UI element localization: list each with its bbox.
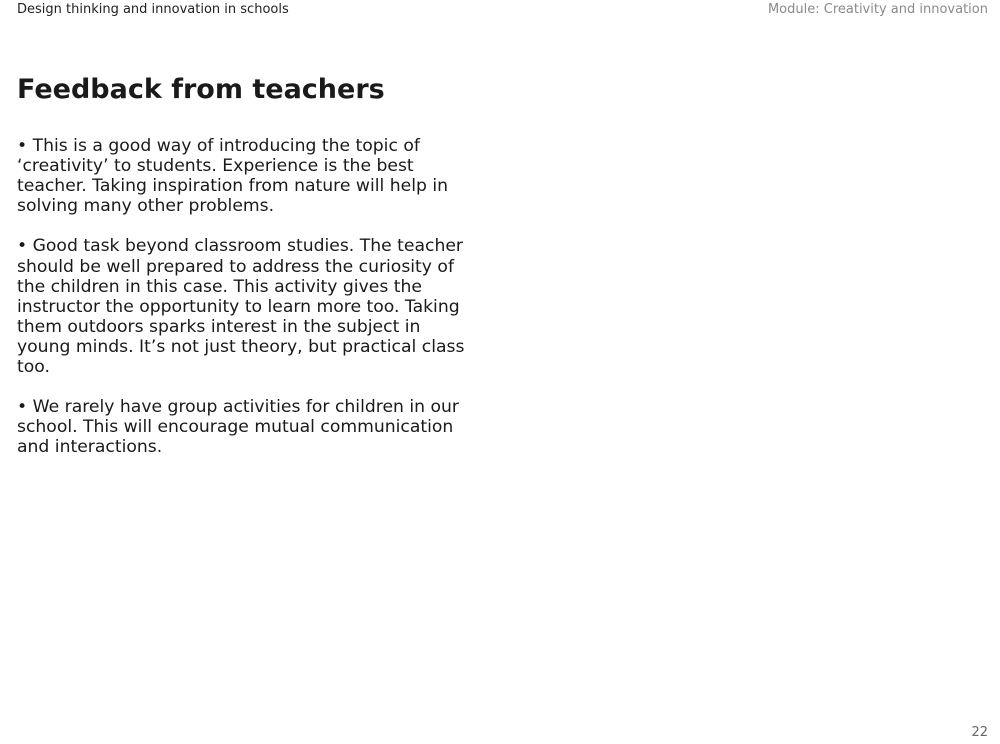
course-title: Design thinking and innovation in schools [17, 2, 289, 17]
page-title: Feedback from teachers [17, 74, 385, 105]
page-number: 22 [971, 725, 988, 740]
feedback-item: • Good task beyond classroom studies. The teacher should be well prepared to address the curiosity of the children in this case. This activity gives the instructor the opportunity to learn more too. Taking them outdoors sparks interest in the subject in young minds. It’s not just theory, but practical class too. [17, 236, 465, 378]
feedback-list [17, 136, 469, 458]
module-label: Module: Creativity and innovation [767, 2, 988, 17]
feedback-item: • This is a good way of introducing the topic of ‘creativity’ to students. Experience is the best teacher. Taking inspiration from nature will help in solving many other problems. [17, 136, 449, 217]
feedback-item: • We rarely have group activities for children in our school. This will encourage mutual communication and interactions. [17, 397, 459, 458]
